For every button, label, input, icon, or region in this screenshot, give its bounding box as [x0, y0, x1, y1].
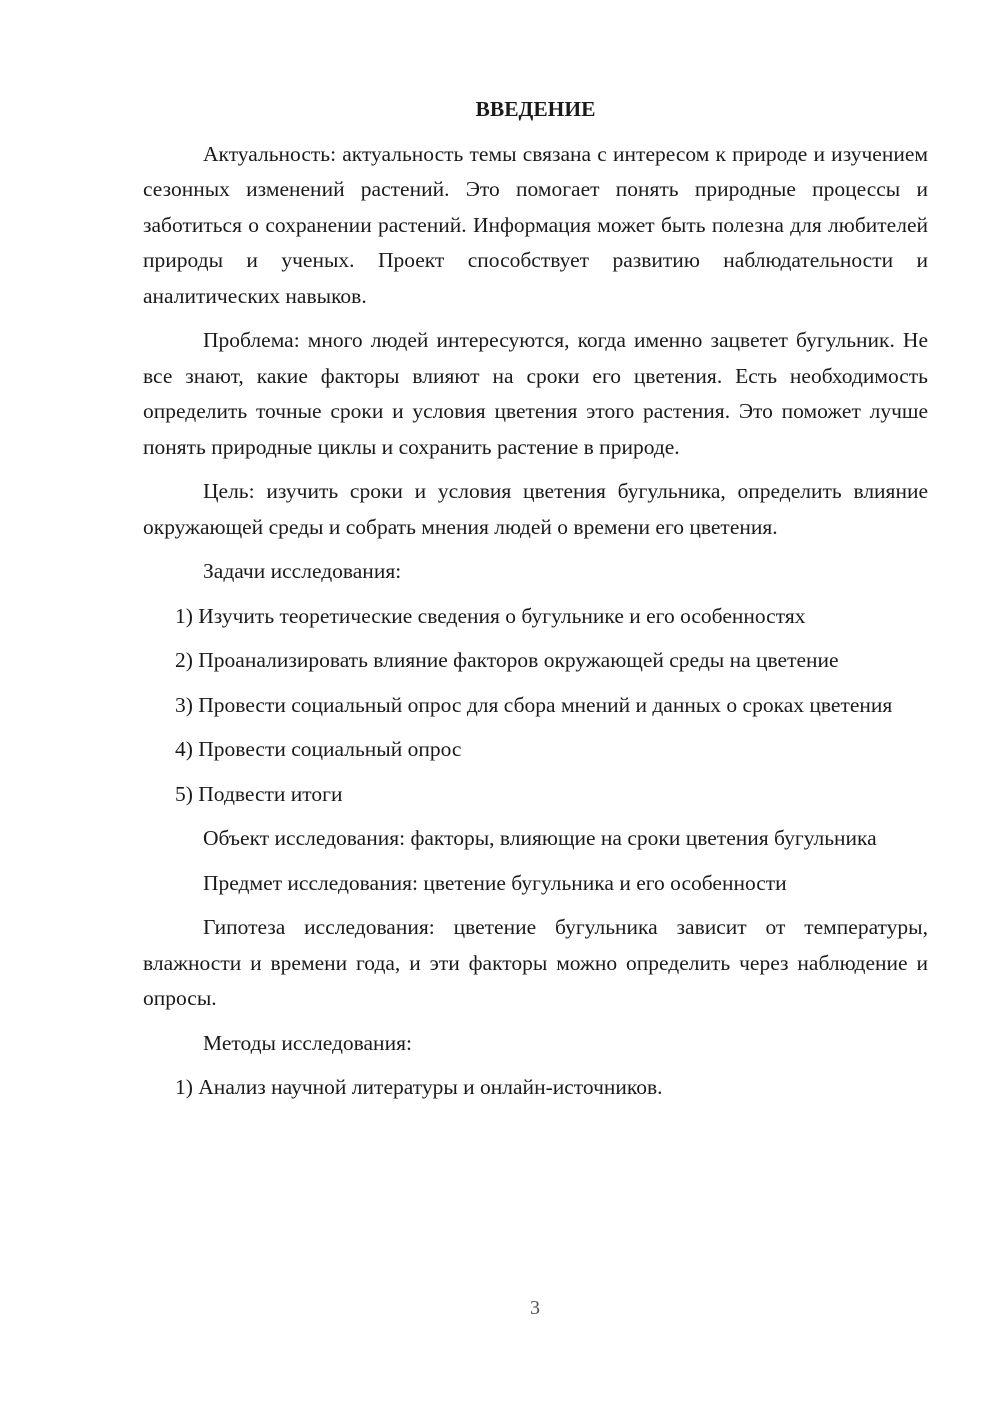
task-item-4: 4) Провести социальный опрос: [175, 737, 462, 761]
paragraph-hypothesis: Гипотеза исследования: цветение бугульника зависит от температуры, влажности и времени года, и эти факторы можно определить через наблюдение и опросы.: [143, 915, 928, 1010]
paragraph-subject: Предмет исследования: цветение бугульника и его особенности: [203, 870, 787, 895]
task-item-5: 5) Подвести итоги: [175, 781, 343, 806]
methods-heading: Методы исследования:: [203, 1030, 412, 1055]
method-item-1: 1) Анализ научной литературы и онлайн-источников.: [175, 1075, 663, 1099]
document-page: [143, 92, 928, 1115]
section-title: ВВЕДЕНИЕ: [475, 97, 596, 121]
paragraph-object: Объект исследования: факторы, влияющие на сроки цветения бугульника: [203, 826, 877, 850]
tasks-heading: Задачи исследования:: [203, 559, 402, 583]
paragraph-problem: Проблема: много людей интересуются, когда именно зацветет бугульник. Не все знают, какие факторы влияют на сроки его цветения. Есть необходимость определить точные сроки и условия цветения этого растения. Это поможет лучше понять природные циклы и сохранить растение в природе.: [143, 328, 928, 459]
page-number: 3: [530, 1297, 540, 1319]
paragraph-goal: Цель: изучить сроки и условия цветения бугульника, определить влияние окружающей среды и собрать мнения людей о времени его цветения.: [143, 479, 928, 539]
paragraph-relevance: Актуальность: актуальность темы связана с интересом к природе и изучением сезонных изменений растений. Это помогает понять природные процессы и заботиться о сохранении растений. Информация может быть полезна для любителей природы и ученых. Проект способствует развитию наблюдательности и аналитических навыков.: [143, 141, 928, 308]
task-item-2: 2) Проанализировать влияние факторов окружающей среды на цветение: [175, 648, 839, 672]
task-item-3: 3) Провести социальный опрос для сбора мнений и данных о сроках цветения: [175, 692, 893, 717]
task-item-1: 1) Изучить теоретические сведения о бугульнике и его особенностях: [175, 603, 806, 628]
